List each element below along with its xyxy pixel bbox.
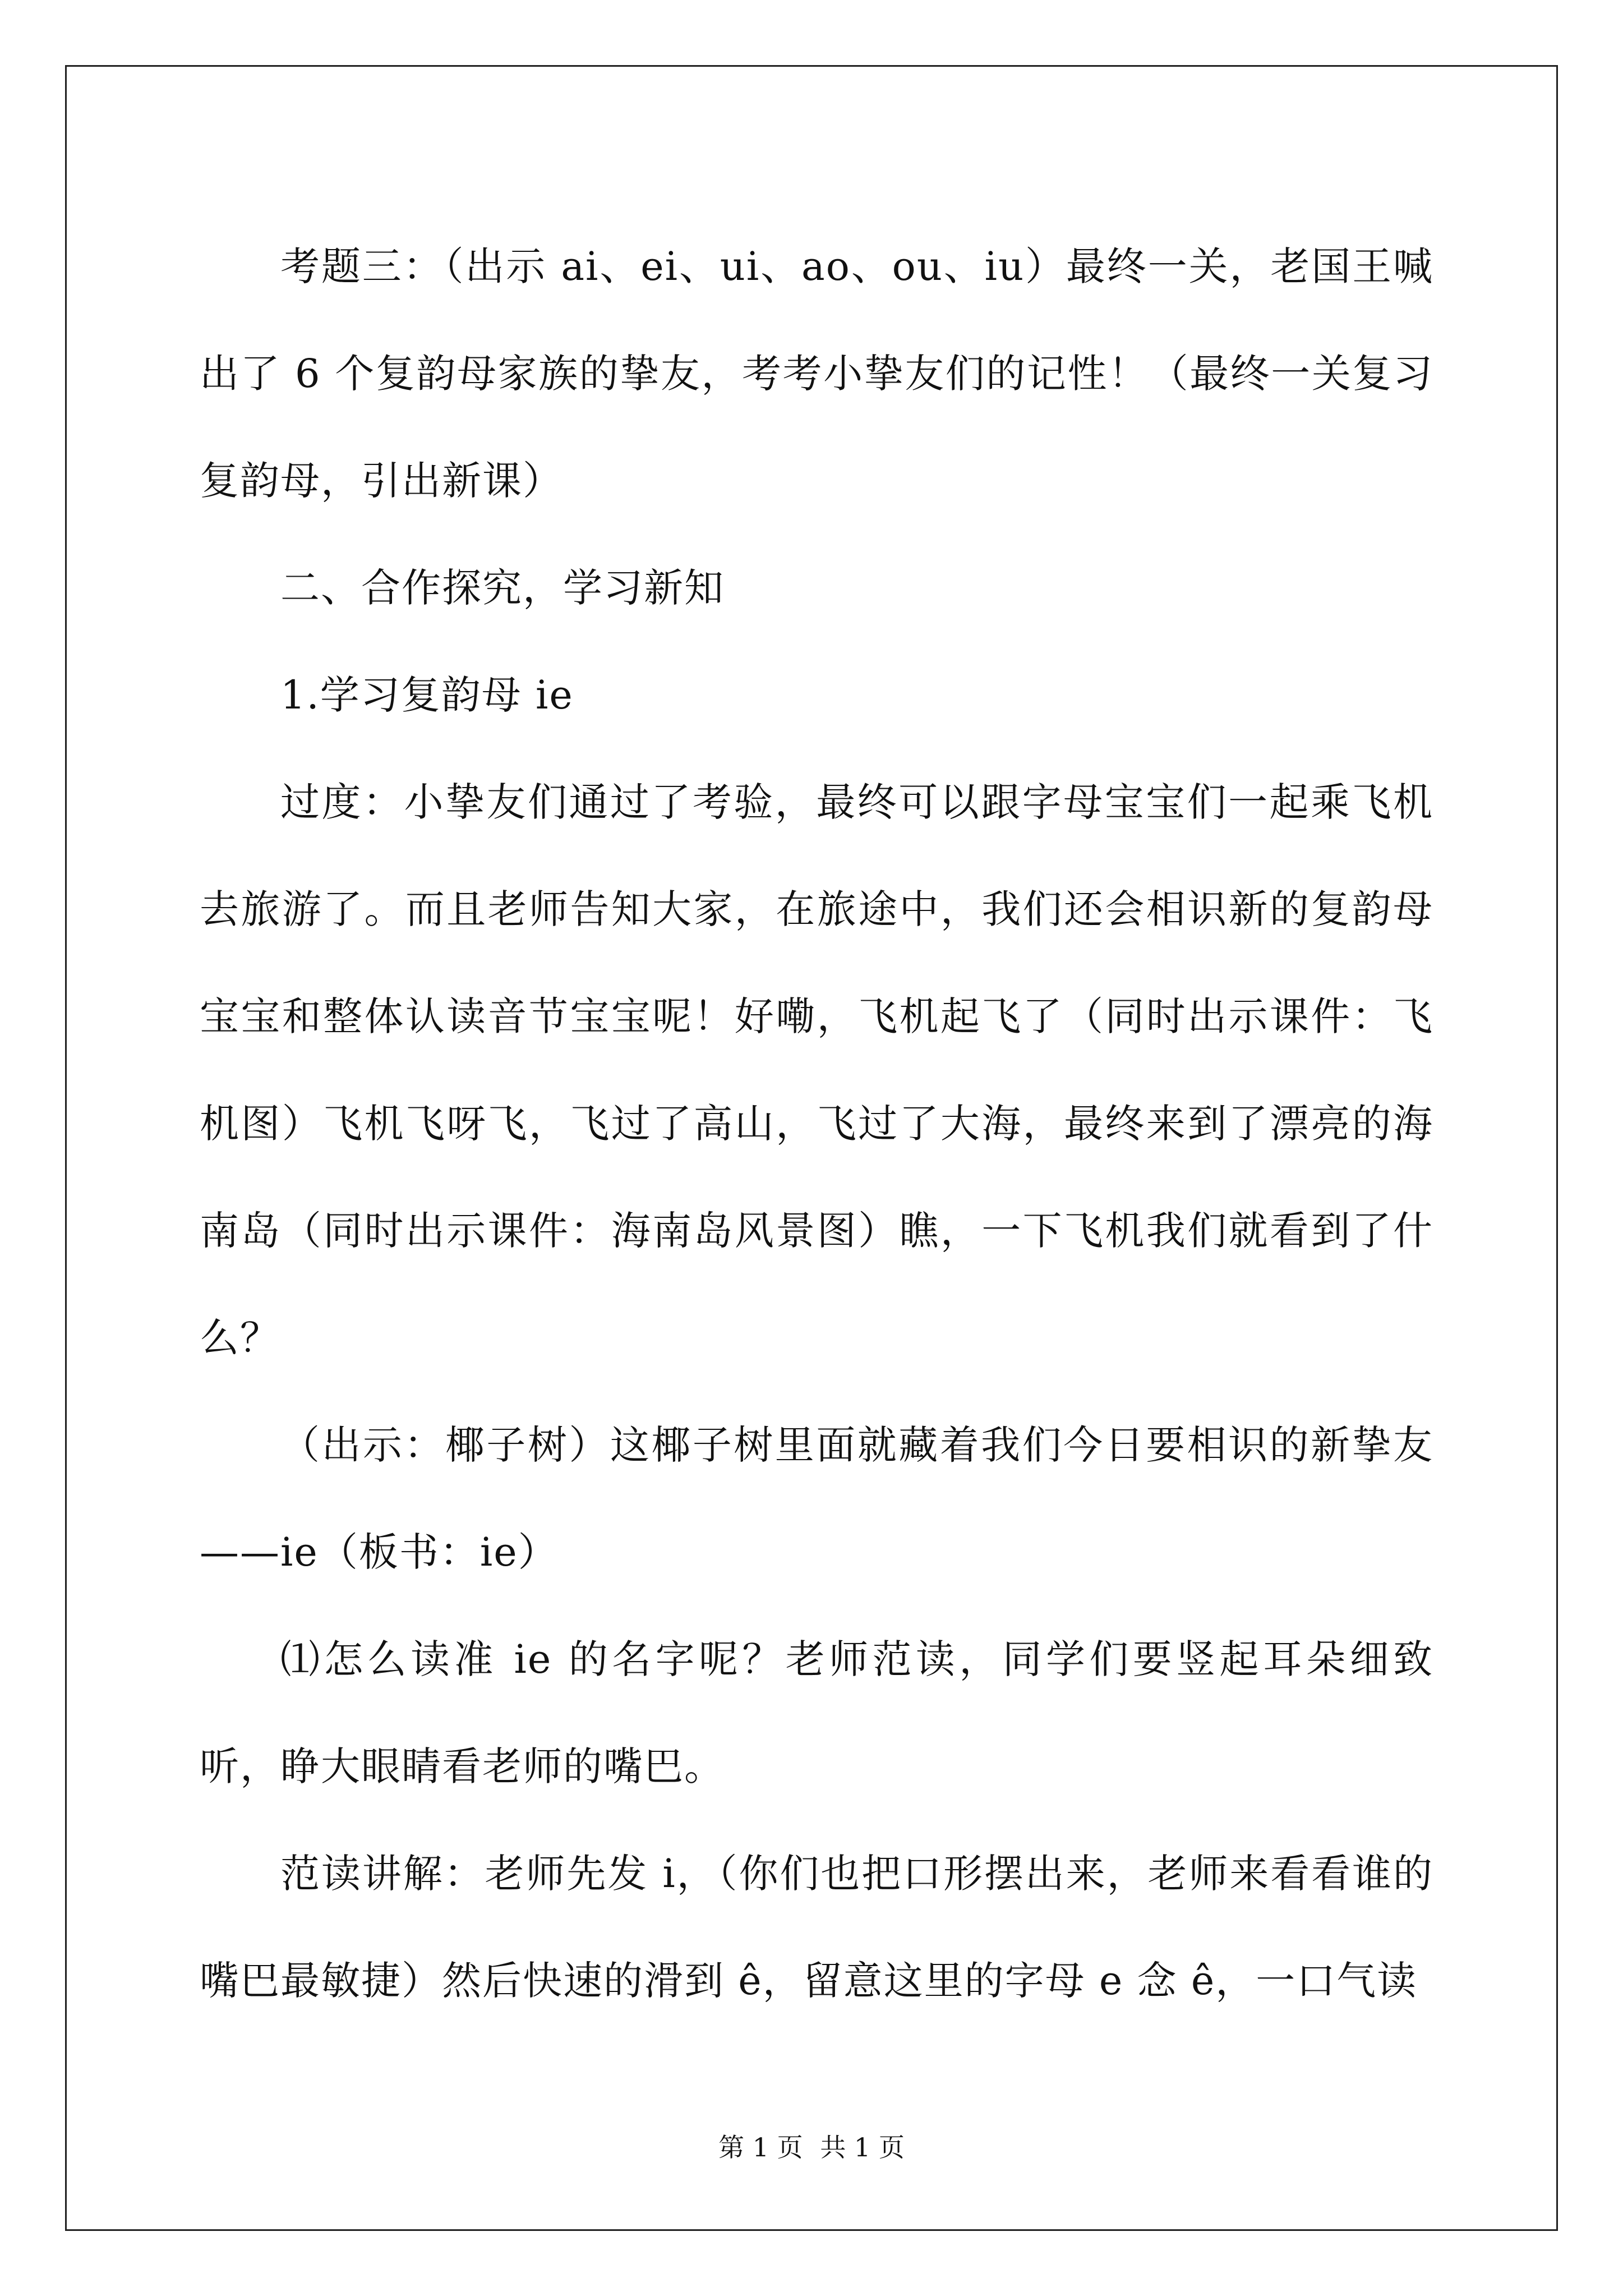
document-body xyxy=(200,213,1433,2035)
paragraph-coconut-tree: （出示：椰子树）这椰子树里面就藏着我们今日要相识的新挚友——ie（板书：ie） xyxy=(200,1422,1433,1575)
paragraph-exam-three: 考题三：（出示 ai、ei、ui、ao、ou、iu）最终一关，老国王喊出了 6 个复韵母家族的挚友，考考小挚友们的记性！（最终一关复习复韵母，引出新课） xyxy=(200,243,1433,504)
total-pages: 共 1 页 xyxy=(820,2132,905,2162)
paragraph-model-reading: 范读讲解：老师先发 i，（你们也把口形摆出来，老师来看看谁的嘴巴最敏捷）然后快速的滑到 ê，留意这里的字母 e 念 ê，一口气读 xyxy=(200,1851,1433,2004)
section-heading-cooperative-inquiry: 二、合作探究，学习新知 xyxy=(280,565,725,611)
page-footer xyxy=(0,2127,1623,2164)
subheading-learn-ie: 1.学习复韵母 ie xyxy=(280,672,574,718)
paragraph-read-ie: ⑴怎么读准 ie 的名字呢？老师范读，同学们要竖起耳朵细致听，睁大眼睛看老师的嘴巴。 xyxy=(200,1636,1433,1789)
paragraph-transition: 过度：小挚友们通过了考验，最终可以跟字母宝宝们一起乘飞机去旅游了。而且老师告知大家，在旅途中，我们还会相识新的复韵母宝宝和整体认读音节宝宝呢！好嘞，飞机起飞了（同时出示课件：飞机图）飞机飞呀飞，飞过了高山，飞过了大海，最终来到了漂亮的海南岛（同时出示课件：海南岛风景图）瞧，一下飞机我们就看到了什么？ xyxy=(200,779,1433,1361)
page-number: 第 1 页 xyxy=(718,2132,803,2162)
